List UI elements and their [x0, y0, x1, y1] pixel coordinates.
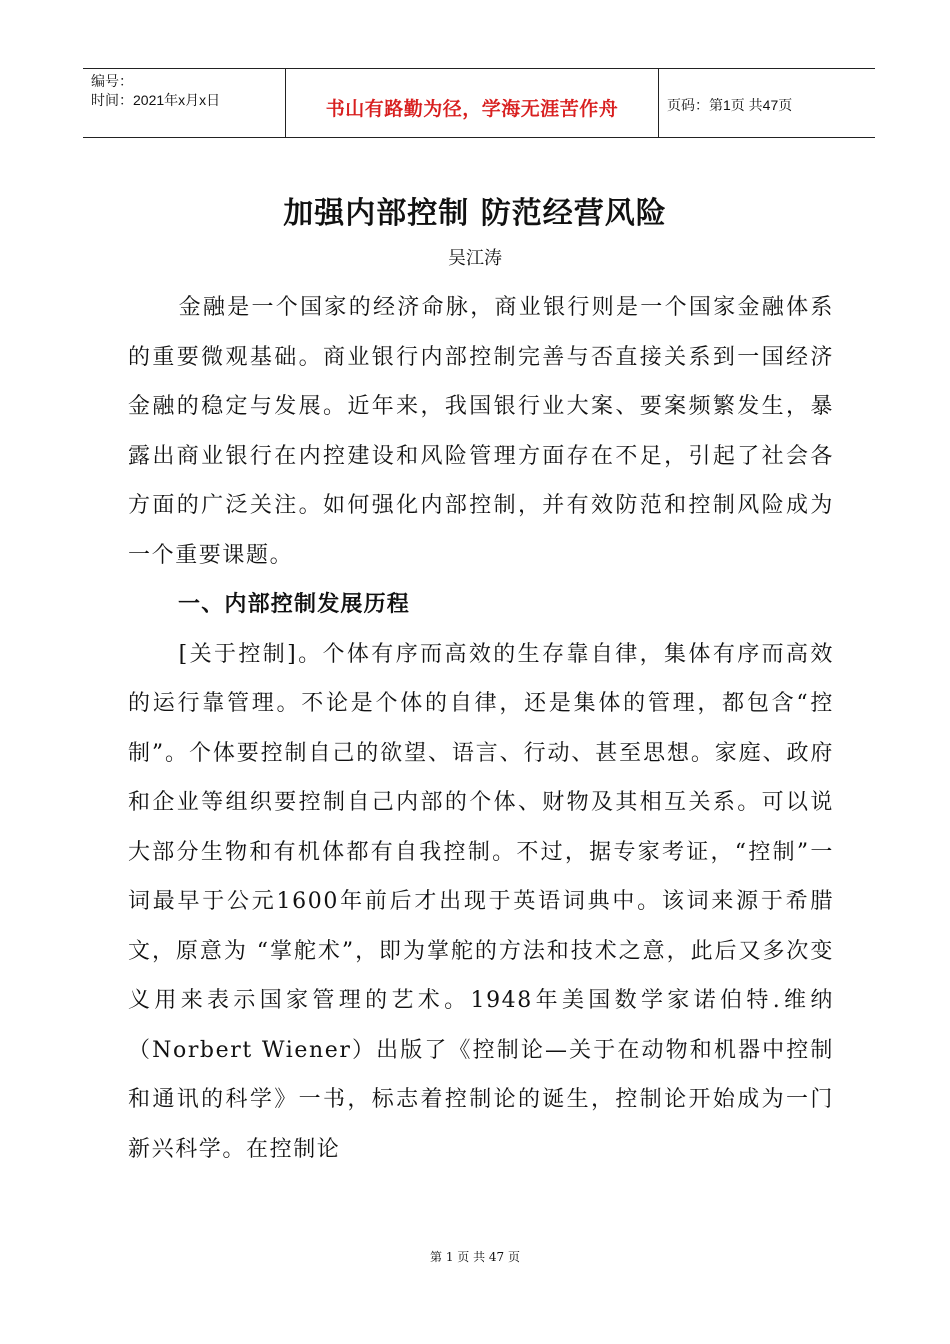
page-footer: 第 1 页 共 47 页 [430, 1250, 520, 1264]
serial-label: 编号： [91, 73, 133, 89]
document-header [83, 68, 875, 138]
article-body [128, 283, 834, 1174]
intro-paragraph: 金融是一个国家的经济命脉，商业银行则是一个国家金融体系的重要微观基础。商业银行内部控制完善与否直接关系到一国经济金融的稳定与发展。近年来，我国银行业大案、要案频繁发生，暴露出商业银行在内控建设和风险管理方面存在不足，引起了社会各方面的广泛关注。如何强化内部控制，并有效防范和控制风险成为一个重要课题。 [128, 295, 834, 568]
section-paragraph: [关于控制]。个体有序而高效的生存靠自律，集体有序而高效的运行靠管理。不论是个体的自律，还是集体的管理，都包含“控制”。个体要控制自己的欲望、语言、行动、甚至思想。家庭、政府和企业等组织要控制自己内部的个体、财物及其相互关系。可以说大部分生物和有机体都有自我控制。不过，据专家考证，“控制”一词最早于公元1600年前后才出现于英语词典中。该词来源于希腊文，原意为 “掌舵术”，即为掌舵的方法和技术之意，此后又多次变义用来表示国家管理的艺术。1948年美国数学家诺伯特.维纳（Norbert Wiener）出版了《控制论—关于在动物和机器中控制和通讯的科学》一书，标志着控制论的诞生，控制论开始成为一门新兴科学。在控制论 [128, 641, 834, 1162]
date-label: 时间：2021年x月x日 [91, 92, 221, 108]
header-page-info: 页码：第1页 共47页 [667, 97, 793, 113]
header-meta [83, 69, 285, 137]
section-heading: 一、内部控制发展历程 [178, 591, 411, 617]
article-title: 加强内部控制 防范经营风险 [283, 196, 667, 231]
motto-text: 书山有路勤为径，学海无涯苦作舟 [325, 99, 619, 120]
header-motto-cell [285, 69, 659, 137]
article-author: 吴江涛 [448, 248, 502, 269]
